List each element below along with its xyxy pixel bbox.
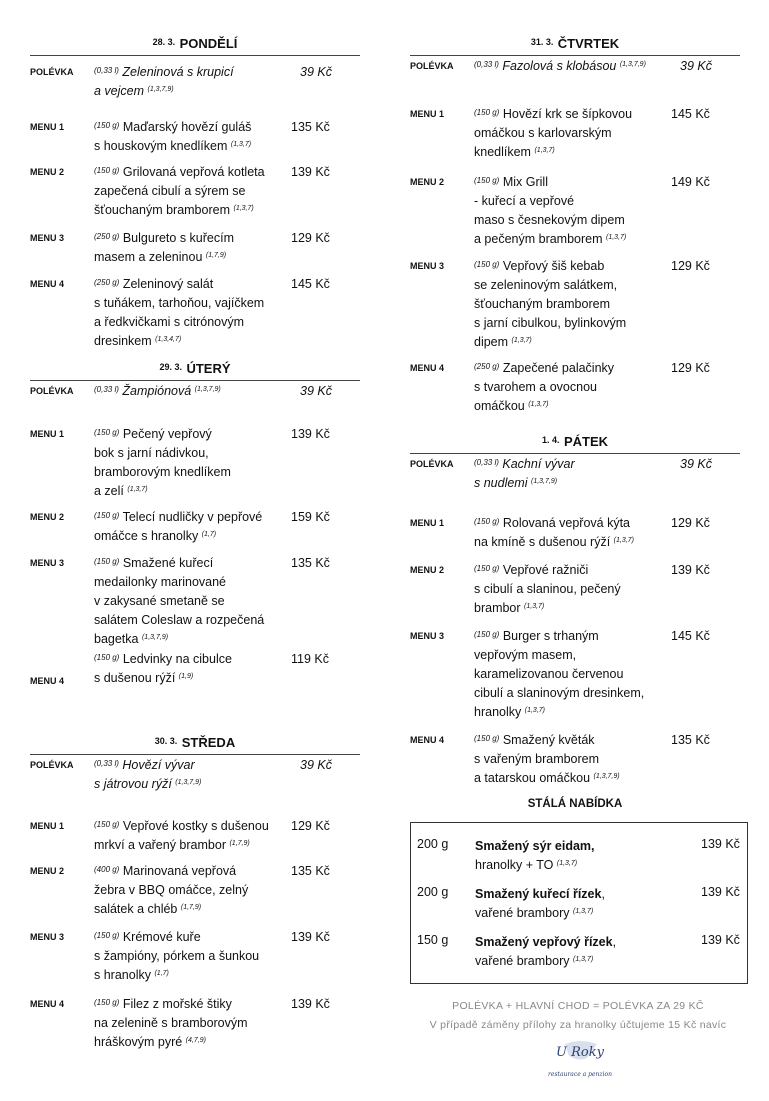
allergens: (1,9) [178,673,194,680]
portion-size: (150 g) [474,630,500,639]
dish-line: Telecí nudličky v pepřové [122,510,263,524]
portion-size: (0,33 l) [474,60,499,69]
price: 39 Kč [300,758,332,772]
price: 39 Kč [300,65,332,79]
dish-line: medailonky marinované [94,575,227,589]
dish-description [94,756,282,794]
portion-size: (150 g) [94,428,120,437]
menu-label: MENU 3 [30,932,65,942]
dish-description [94,425,282,501]
dish-description [474,173,662,249]
price: 159 Kč [291,510,330,524]
fixed-item-allergens: (1,3,7) [556,860,578,867]
allergens: (1,3,7) [528,401,549,408]
dish-line: s hranolky [94,968,151,982]
dish-line: Hovězí krk se šípkovou [502,107,633,121]
allergens: (1,3,7,9) [175,779,202,786]
menu-label: MENU 4 [410,363,445,373]
dish-line: s cibulí a slaninou, pečený [474,582,621,596]
allergens: (1,3,7,9) [194,386,221,393]
dish-description [474,561,662,618]
allergens: (1,3,7) [127,486,148,493]
dish-line: dresinkem [94,334,152,348]
dish-description [474,57,662,76]
combo-note: POLÉVKA + HLAVNÍ CHOD = POLÉVKA ZA 29 KČ [452,1000,704,1012]
day-header [410,35,740,56]
dish-description [474,257,662,352]
dish-line: Vepřový šiš kebab [502,259,605,273]
dish-line: dipem [474,335,509,349]
fixed-item-side: vařené brambory [475,906,570,920]
dish-line: hranolky [474,705,522,719]
price: 135 Kč [291,864,330,878]
menu-label: MENU 4 [30,279,65,289]
price: 39 Kč [300,384,332,398]
menu-label: MENU 3 [30,233,65,243]
menu-label: MENU 2 [30,866,65,876]
day-header [30,360,360,381]
dish-line: Grilovaná vepřová kotleta [122,165,265,179]
price: 39 Kč [680,59,712,73]
dish-line: šťouchaným bramborem [474,297,610,311]
menu-label: MENU 1 [30,429,65,439]
dish-line: na zelenině s bramborovým [94,1016,248,1030]
day-block [30,734,360,1049]
price: 119 Kč [291,652,329,666]
fixed-item-desc [475,837,675,875]
portion-size: (0,33 l) [94,66,119,75]
menu-label: MENU 1 [410,518,445,528]
dish-line: Smažené kuřecí [122,556,214,570]
dish-line: vepřovým masem, [474,648,577,662]
allergens: (1,7,9) [180,904,202,911]
allergens: (1,3,7,9) [147,86,174,93]
allergens: (1,3,7) [233,205,254,212]
allergens: (1,3,7) [524,603,545,610]
price: 39 Kč [680,457,712,471]
allergens: (1,7) [154,970,169,977]
portion-size: (0,33 l) [94,385,119,394]
side-swap-note: V případě záměny přílohy za hranolky účtujeme 15 Kč navíc [429,1019,727,1031]
fixed-item-side: vařené brambory [475,954,570,968]
dish-line: Krémové kuře [122,930,201,944]
price: 149 Kč [671,175,710,189]
dish-line: na kmíně s dušenou rýží [474,535,611,549]
allergens: (1,3,7) [613,537,634,544]
allergens: (1,3,4,7) [155,336,182,343]
day-block [410,433,740,785]
menu-label: MENU 3 [30,558,65,568]
dish-line: maso s česnekovým dipem [474,213,625,227]
dish-description [474,731,662,788]
portion-size: (150 g) [94,931,120,940]
dish-line: a vejcem [94,84,145,98]
price: 139 Kč [291,165,330,179]
day-block [410,35,740,413]
fixed-item-weight: 150 g [417,933,449,947]
dish-description [474,359,662,416]
fixed-item-price: 139 Kč [701,885,740,899]
dish-line: Marinovaná vepřová [122,864,237,878]
menu-label: POLÉVKA [410,61,454,71]
dish-description [474,627,662,722]
dish-line: zapečená cibulí a sýrem se [94,184,246,198]
day-header [30,35,360,56]
dish-line: Zeleninový salát [122,277,214,291]
dish-description [94,508,282,546]
dish-line: omáčkou [474,399,525,413]
fixed-item-allergens: (1,3,7) [572,956,594,963]
price: 129 Kč [671,361,710,375]
dish-line: s nudlemi [474,476,528,490]
menu-label: MENU 3 [410,261,445,271]
price: 145 Kč [291,277,330,291]
portion-size: (150 g) [94,557,120,566]
dish-line: a ředkvičkami s citrónovým [94,315,245,329]
portion-size: (150 g) [474,108,500,117]
allergens: (1,3,7) [230,141,252,148]
dish-description [94,63,282,101]
dish-line: v zakysané smetaně se [94,594,225,608]
dish-line: Ledvinky na cibulce [122,652,232,666]
dish-line: mrkví a vařený brambor [94,838,226,852]
portion-size: (150 g) [94,653,120,662]
fixed-item-desc [475,885,675,923]
menu-label: MENU 4 [30,676,65,686]
dish-line: brambor [474,601,521,615]
price: 129 Kč [671,516,710,530]
dish-line: Rolovaná vepřová kýta [502,516,630,530]
dish-description [474,514,662,552]
allergens: (1,3,7,9) [619,61,646,68]
dish-line: omáčce s hranolky [94,529,199,543]
dish-line: a pečeným bramborem [474,232,603,246]
day-name: PÁTEK [563,434,609,449]
price: 135 Kč [291,556,330,570]
portion-size: (150 g) [474,734,500,743]
dish-description [94,862,282,919]
day-date: 29. 3. [159,362,182,372]
allergens: (1,3,7) [534,147,555,154]
fixed-offer-title: STÁLÁ NABÍDKA [527,798,623,810]
fixed-item-name: Smažený sýr eidam, [475,839,595,853]
dish-line: Hovězí vývar [122,758,195,772]
price: 145 Kč [671,629,710,643]
dish-line: Kachní vývar [502,457,575,471]
fixed-offer-box [410,822,748,984]
fixed-item-weight: 200 g [417,837,449,851]
portion-size: (150 g) [94,121,120,130]
dish-line: karamelizovanou červenou [474,667,624,681]
dish-line: šťouchaným bramborem [94,203,230,217]
dish-line: Mix Grill [502,175,548,189]
fixed-item-side: hranolky + TO [475,858,554,872]
dish-line: s játrovou rýží [94,777,172,791]
fixed-item-price: 139 Kč [701,837,740,851]
portion-size: (150 g) [94,511,120,520]
dish-line: s vařeným bramborem [474,752,600,766]
dish-line: Burger s trhaným [502,629,599,643]
dish-line: a tatarskou omáčkou [474,771,591,785]
dish-line: se zeleninovým salátkem, [474,278,618,292]
allergens: (1,3,7,9) [530,478,558,485]
menu-label: MENU 4 [30,999,65,1009]
day-name: PONDĚLÍ [179,36,238,51]
portion-size: (250 g) [474,362,500,371]
portion-size: (0,33 l) [474,458,499,467]
fixed-item-weight: 200 g [417,885,449,899]
dish-line: omáčkou s karlovarským [474,126,612,140]
price: 129 Kč [671,259,710,273]
dish-line: salátem Coleslaw a rozpečená [94,613,265,627]
allergens: (1,3,7) [606,234,627,241]
menu-label: MENU 2 [410,565,445,575]
dish-line: Vepřové ražniči [502,563,589,577]
allergens: (1,3,7) [524,707,545,714]
price: 135 Kč [671,733,710,747]
allergens: (1,3,7,9) [593,773,620,780]
dish-line: s houskovým knedlíkem [94,139,228,153]
dish-line: s jarní cibulkou, bylinkovým [474,316,627,330]
menu-label: MENU 4 [410,735,445,745]
portion-size: (150 g) [474,564,500,573]
dish-line: masem a zeleninou [94,250,203,264]
portion-size: (250 g) [94,232,120,241]
portion-size: (400 g) [94,865,120,874]
menu-label: MENU 1 [410,109,445,119]
allergens: (1,3,7,9) [141,634,169,641]
dish-line: s dušenou rýží [94,671,176,685]
dish-description [94,229,282,267]
price: 139 Kč [671,563,710,577]
menu-label: MENU 2 [410,177,445,187]
price: 129 Kč [291,231,330,245]
menu-label: POLÉVKA [30,386,74,396]
day-header [30,734,360,755]
dish-description [94,554,282,649]
portion-size: (150 g) [474,260,500,269]
portion-size: (150 g) [474,176,500,185]
allergens: (1,3,7) [511,337,532,344]
dish-line: Maďarský hovězí guláš [122,120,252,134]
day-block [30,360,360,686]
dish-line: bok s jarní nádivkou, [94,446,209,460]
dish-line: s žampióny, pórkem a šunkou [94,949,260,963]
menu-label: POLÉVKA [410,459,454,469]
dish-description [94,118,282,156]
dish-description [474,105,662,162]
price: 129 Kč [291,819,330,833]
portion-size: (150 g) [94,998,120,1007]
day-header [410,433,740,454]
dish-line: žebra v BBQ omáčce, zelný [94,883,249,897]
day-date: 28. 3. [152,37,176,47]
dish-line: s tvarohem a ovocnou [474,380,597,394]
dish-description [94,817,282,855]
fixed-item-desc [475,933,675,971]
fixed-item-name: Smažený kuřecí řízek [475,887,602,901]
dish-line: bramborovým knedlíkem [94,465,231,479]
logo-main-text: U Roky [556,1045,604,1060]
fixed-item-name-rest: , [601,887,605,901]
allergens: (1,7,9) [205,252,227,259]
dish-description [94,928,282,985]
price: 145 Kč [671,107,710,121]
restaurant-logo [535,1036,625,1084]
dish-line: bagetka [94,632,139,646]
menu-label: POLÉVKA [30,760,74,770]
dish-line: Filez z mořské štiky [122,997,232,1011]
dish-line: - kuřecí a vepřové [474,194,575,208]
dish-line: Pečený vepřový [122,427,212,441]
price: 139 Kč [291,997,330,1011]
day-block [30,35,360,348]
portion-size: (0,33 l) [94,759,119,768]
day-name: ÚTERÝ [186,361,231,376]
dish-description [94,163,282,220]
price: 135 Kč [291,120,330,134]
dish-line: Smažený květák [502,733,595,747]
dish-line: Zapečené palačinky [502,361,615,375]
day-date: 30. 3. [154,736,178,746]
dish-line: Zeleninová s krupicí [122,65,234,79]
dish-line: salátek a chléb [94,902,178,916]
menu-label: MENU 3 [410,631,445,641]
menu-label: POLÉVKA [30,67,74,77]
menu-label: MENU 2 [30,167,65,177]
day-name: ČTVRTEK [557,36,620,51]
dish-description [94,382,282,401]
dish-description [94,995,282,1052]
day-date: 31. 3. [530,37,554,47]
menu-label: MENU 1 [30,821,65,831]
fixed-item-name: Smažený vepřový řízek [475,935,613,949]
dish-line: knedlíkem [474,145,531,159]
fixed-item-name-rest: , [612,935,617,949]
allergens: (4,7,9) [185,1037,206,1044]
dish-description [94,275,282,351]
day-name: STŘEDA [181,735,236,750]
fixed-item-price: 139 Kč [701,933,740,947]
dish-line: hráškovým pyré [94,1035,183,1049]
dish-description [474,455,662,493]
dish-line: Bulgureto s kuřecím [122,231,235,245]
portion-size: (150 g) [474,517,500,526]
portion-size: (150 g) [94,166,120,175]
fixed-item-allergens: (1,3,7) [572,908,594,915]
dish-line: Vepřové kostky s dušenou [122,819,269,833]
dish-line: cibulí a slaninovým dresinkem, [474,686,645,700]
menu-label: MENU 2 [30,512,65,522]
dish-line: Fazolová s klobásou [502,59,617,73]
dish-line: s tuňákem, tarhoňou, vajíčkem [94,296,265,310]
dish-line: Žampiónová [122,384,192,398]
day-date: 1. 4. [541,435,560,445]
allergens: (1,7,9) [229,840,250,847]
price: 139 Kč [291,930,330,944]
allergens: (1,7) [201,531,217,538]
dish-description [94,650,282,688]
portion-size: (150 g) [94,820,120,829]
menu-label: MENU 1 [30,122,65,132]
logo-sub-text: restaurace a penzion [548,1071,612,1078]
portion-size: (250 g) [94,278,120,287]
price: 139 Kč [291,427,330,441]
dish-line: a zelí [94,484,124,498]
